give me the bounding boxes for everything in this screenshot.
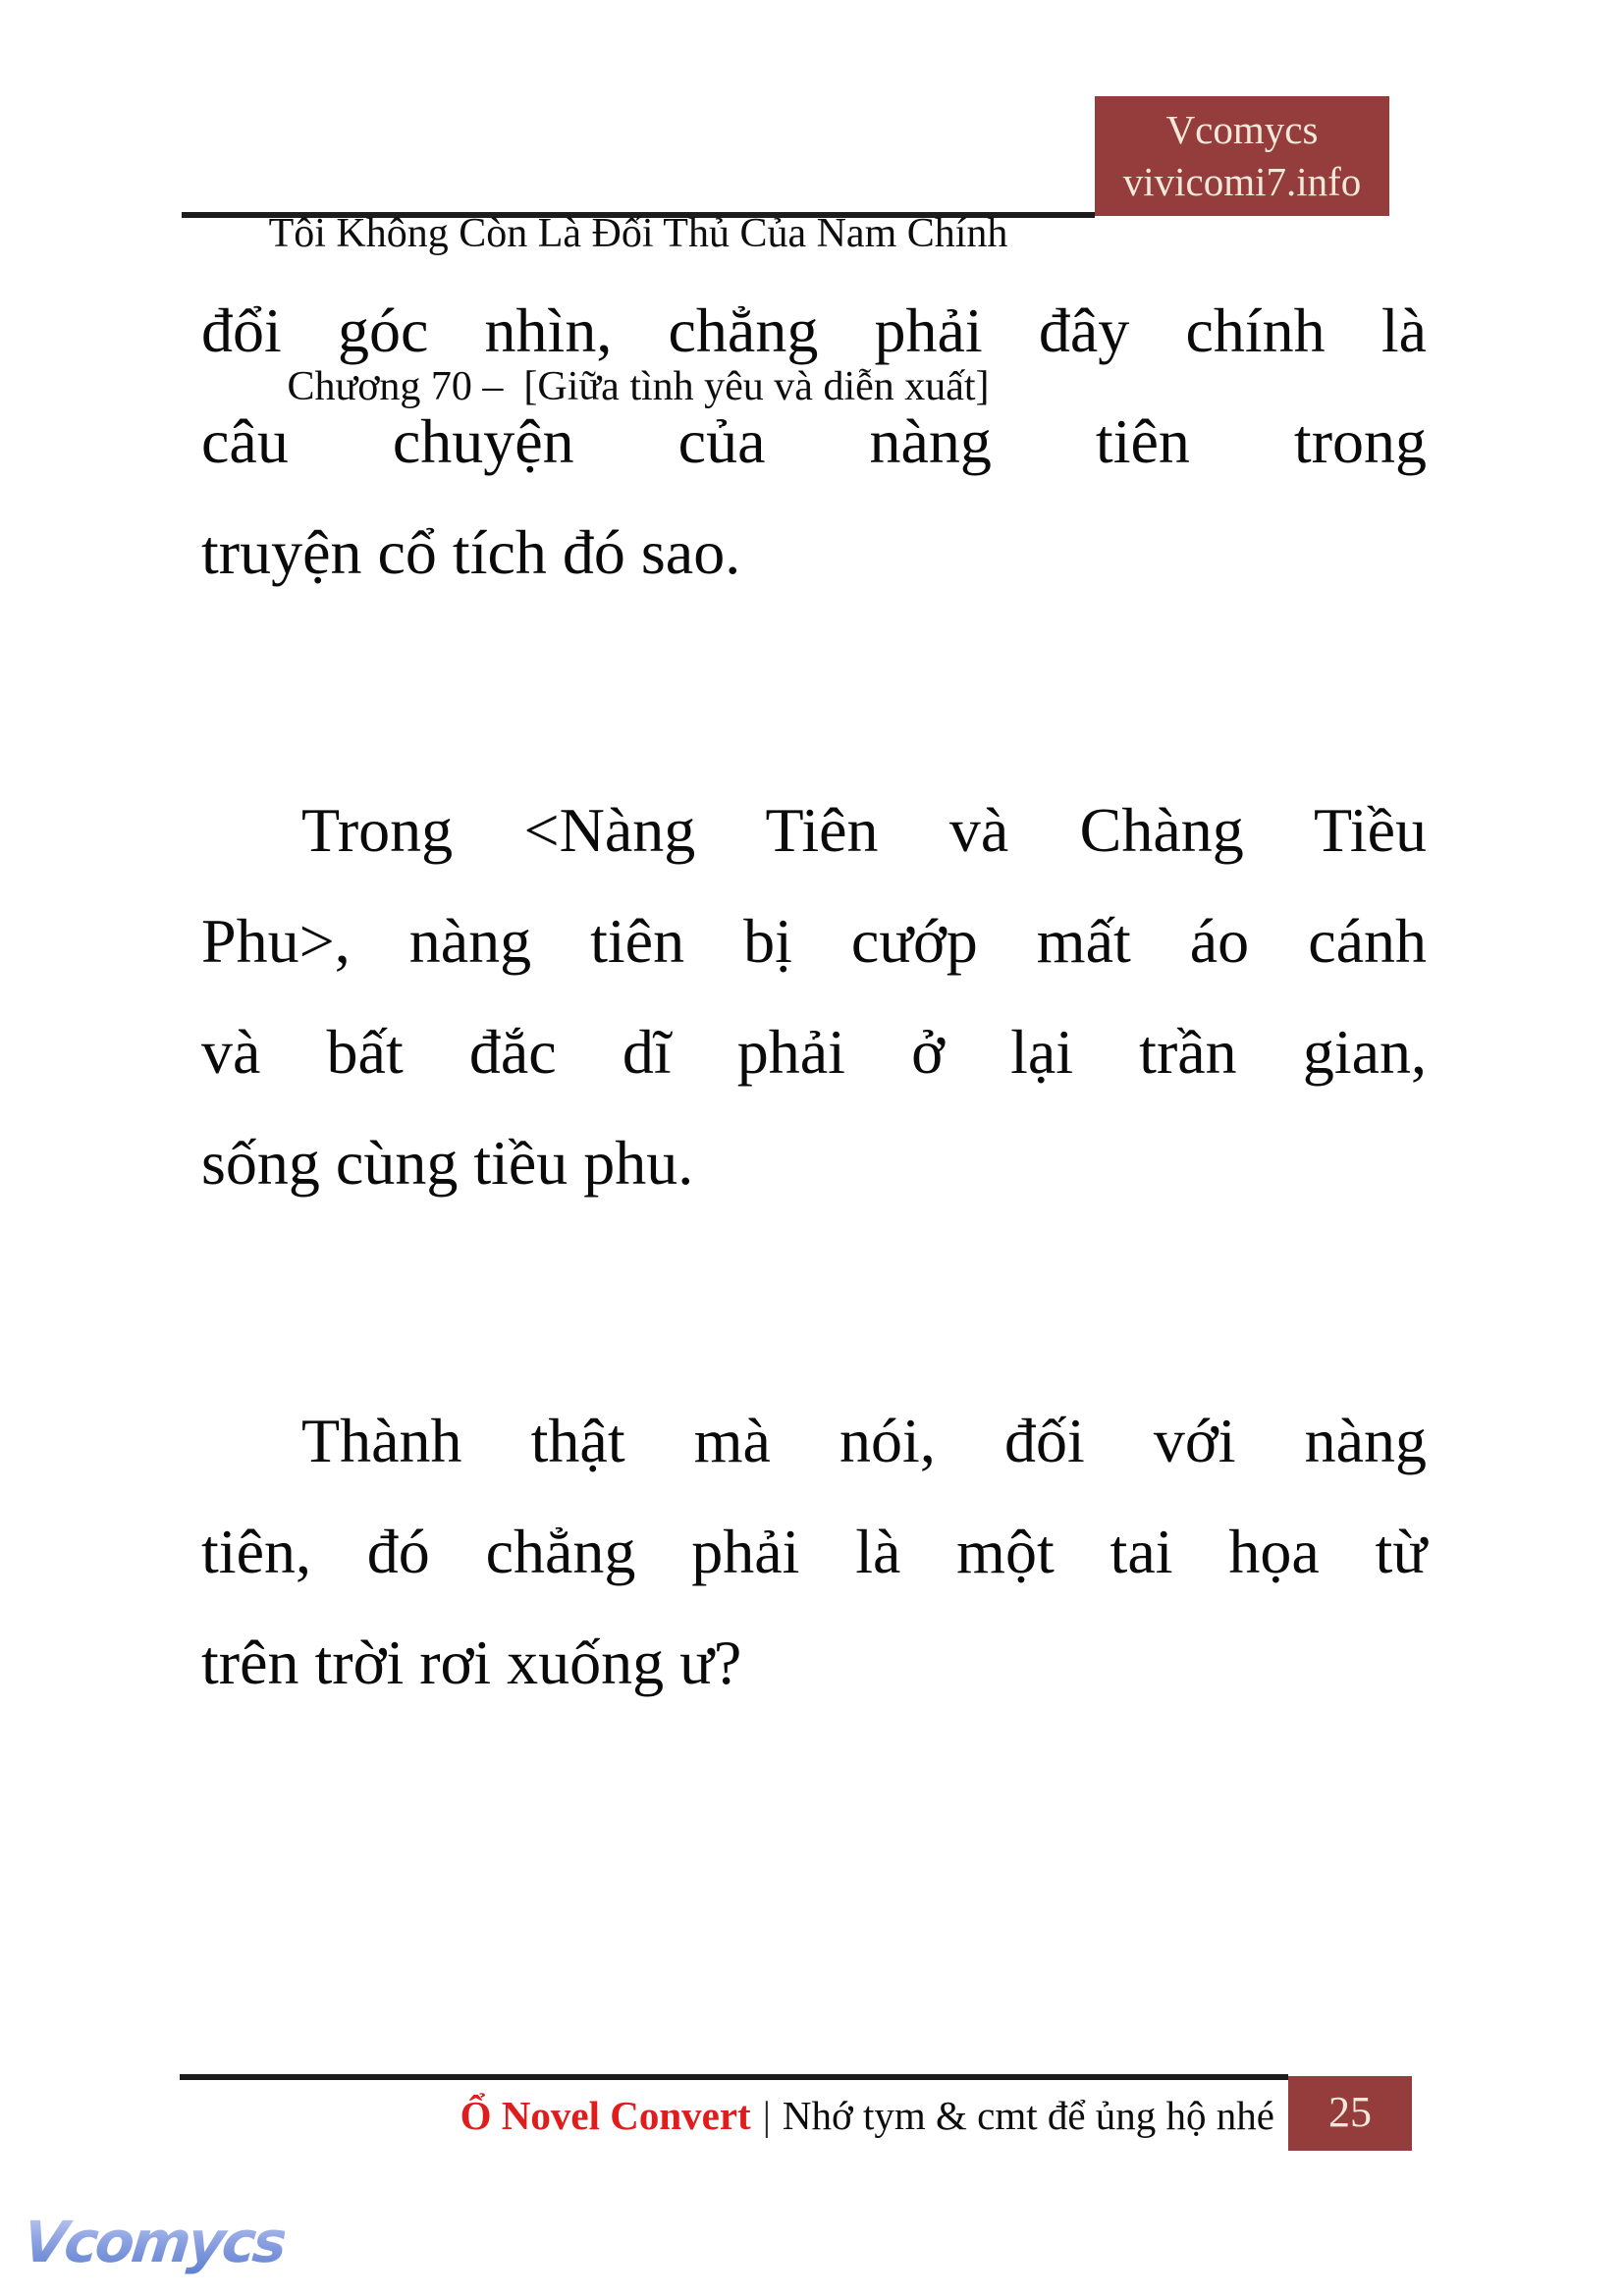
text-line: Phu>, nàng tiên bị cướp mất áo cánh [201, 906, 1427, 976]
footer-brand-name: Ổ Novel Convert [460, 2093, 751, 2138]
page-number-badge [1288, 2076, 1412, 2151]
paragraph [201, 774, 1427, 1218]
chapter-text [201, 275, 1427, 1885]
page-footer [180, 2074, 1412, 2151]
text-line: truyện cổ tích đó sao. [201, 517, 741, 587]
paragraph [201, 275, 1427, 608]
translator-brand-box [1095, 96, 1389, 216]
footer-support-note: Nhớ tym & cmt để ủng hộ nhé [782, 2093, 1274, 2138]
text-line: trên trời rơi xuống ư? [201, 1628, 742, 1697]
text-line: câu chuyện của nàng tiên trong [201, 406, 1427, 476]
text-line: và bất đắc dĩ phải ở lại trần gian, [201, 1017, 1427, 1087]
brand-site-url: vivicomi7.info [1122, 159, 1362, 204]
footer-separator: | [762, 2093, 771, 2138]
text-line: tiên, đó chẳng phải là một tai họa từ [201, 1517, 1427, 1586]
footer-credit-bar [180, 2074, 1288, 2149]
novel-title: Tôi Không Còn Là Đối Thủ Của Nam Chính [268, 211, 1008, 256]
vcomycs-watermark-logo: Vcomycs [20, 2209, 288, 2275]
chapter-subtitle: Chương 70 – [Giữa tình yêu và diễn xuất] [287, 364, 990, 409]
page-number: 25 [1328, 2088, 1372, 2136]
text-line: đổi góc nhìn, chẳng phải đây chính là [201, 295, 1427, 365]
text-line: Thành thật mà nói, đối với nàng [301, 1406, 1427, 1475]
brand-name: Vcomycs [1165, 107, 1319, 152]
text-line: sống cùng tiều phu. [201, 1128, 694, 1198]
paragraph [201, 1385, 1427, 1718]
text-line: Trong <Nàng Tiên và Chàng Tiều [301, 795, 1427, 865]
